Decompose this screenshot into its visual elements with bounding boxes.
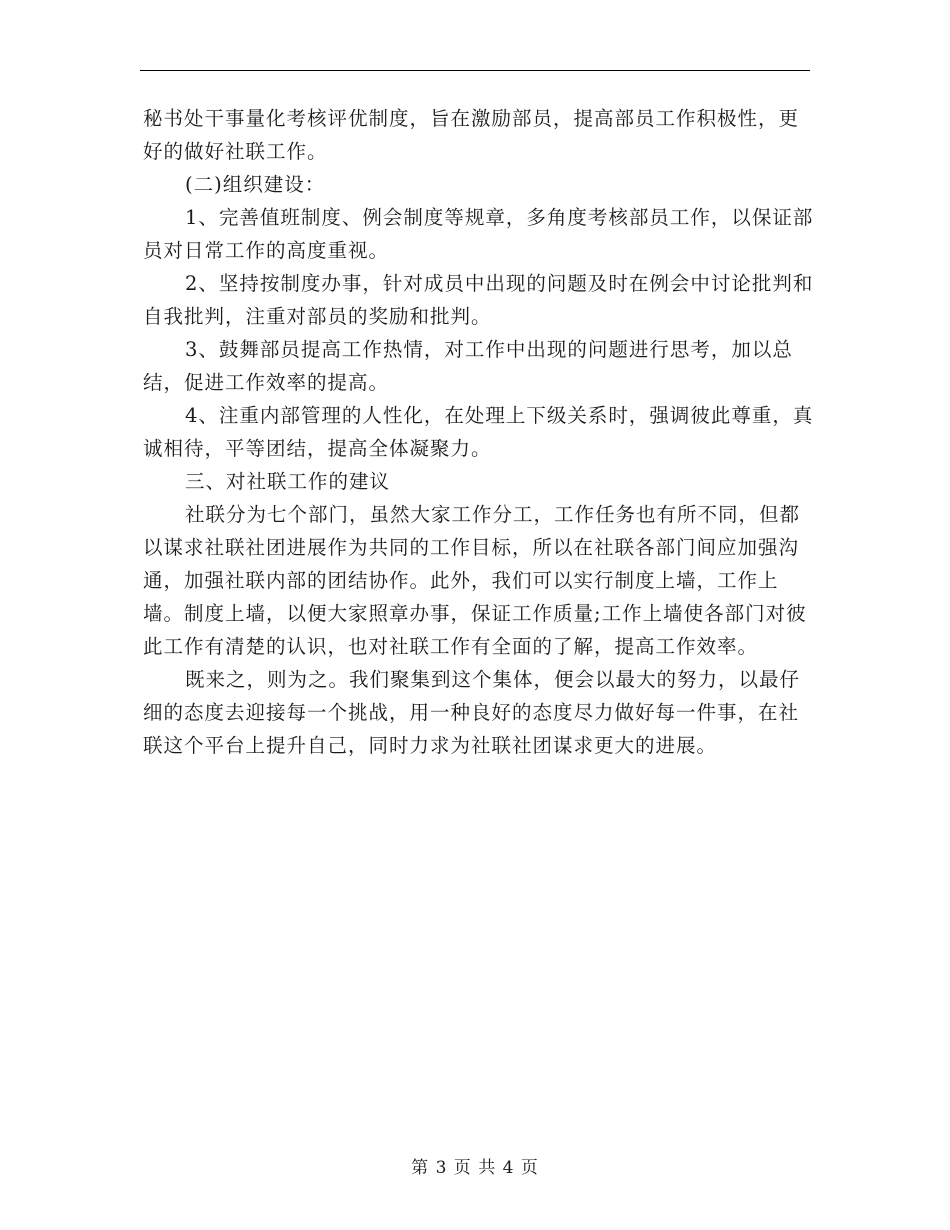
page-footer: 第 3 页 共 4 页 (411, 1158, 539, 1178)
section-heading-suggestions: 三、对社联工作的建议 (185, 470, 391, 493)
paragraph: 秘书处干事量化考核评优制度，旨在激励部员，提高部员工作积极性，更好的做好社联工作。 (143, 107, 800, 163)
paragraph: 社联分为七个部门，虽然大家工作分工，工作任务也有所不同，但都以谋求社联社团进展作为共同的工作目标，所以在社联各部门间应加强沟通，加强社联内部的团结协作。此外，我们可以实行制度上墙，工作上墙。制度上墙，以便大家照章办事，保证工作质量;工作上墙使各部门对彼此工作有清楚的认识，也对社联工作有全面的了解，提高工作效率。 (143, 503, 807, 658)
list-item: 2、坚持按制度办事，针对成员中出现的问题及时在例会中讨论批判和自我批判，注重对部员的奖励和批判。 (143, 272, 814, 328)
paragraph: 既来之，则为之。我们聚集到这个集体，便会以最大的努力，以最仔细的态度去迎接每一个挑战，用一种良好的态度尽力做好每一件事，在社联这个平台上提升自己，同时力求为社联社团谋求更大的进展。 (143, 668, 801, 757)
section-heading-organization: (二)组织建设： (185, 173, 326, 196)
list-item: 4、注重内部管理的人性化，在处理上下级关系时，强调彼此尊重，真诚相待，平等团结，提高全体凝聚力。 (143, 404, 814, 460)
list-item: 3、鼓舞部员提高工作热情，对工作中出现的问题进行思考，加以总结，促进工作效率的提高。 (143, 338, 793, 394)
list-item: 1、完善值班制度、例会制度等规章，多角度考核部员工作，以保证部员对日常工作的高度重视。 (143, 206, 814, 262)
document-body (143, 102, 818, 762)
header-rule (140, 70, 810, 71)
